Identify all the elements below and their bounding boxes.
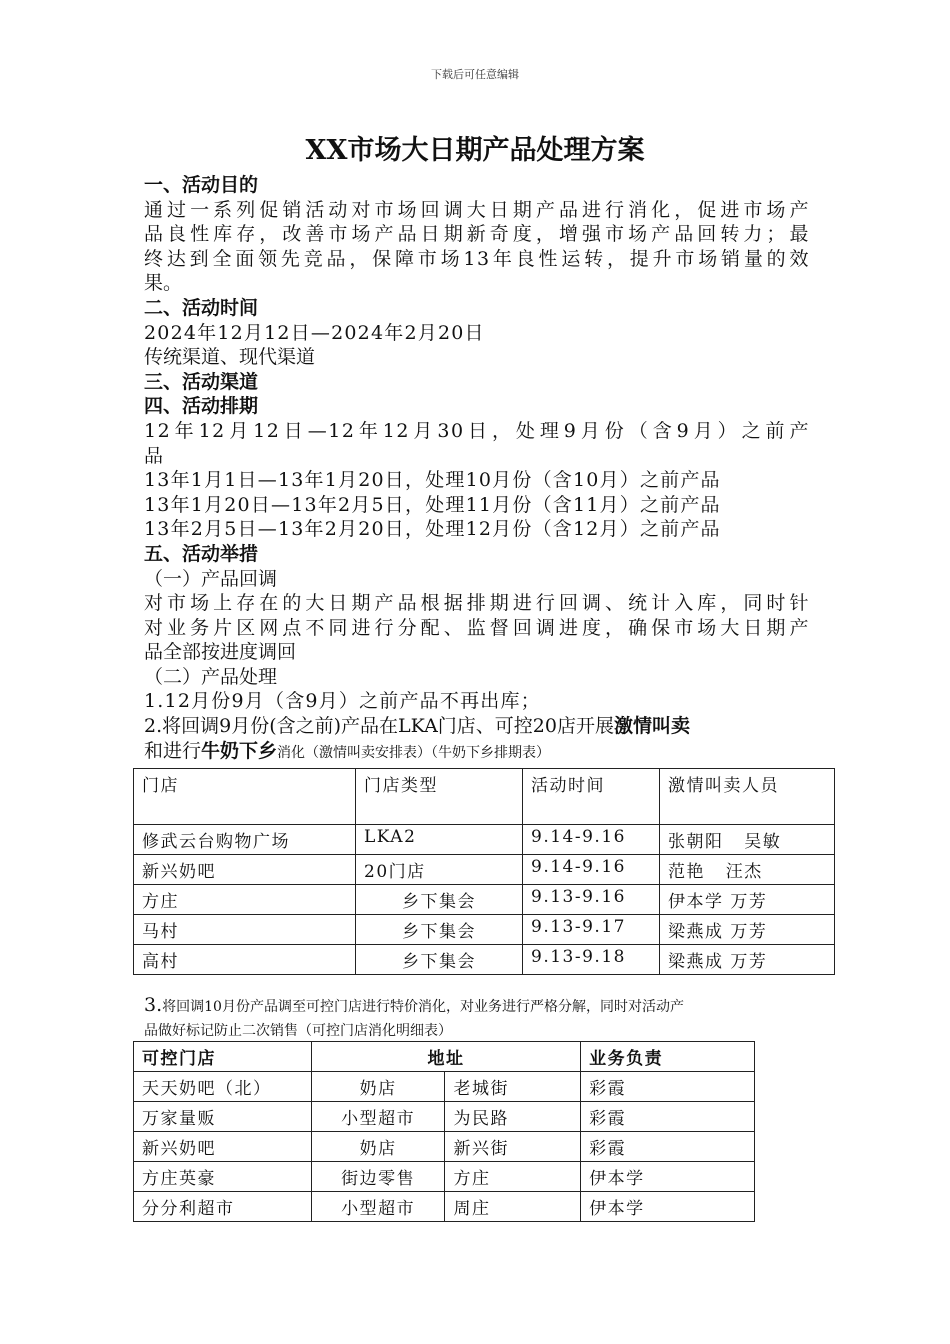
table-row <box>134 915 835 945</box>
table-cell: 修武云台购物广场 <box>134 825 356 855</box>
table-cell: 范艳 汪杰 <box>660 855 835 885</box>
item2-bold-text: 牛奶下乡 <box>201 739 278 762</box>
schedule-line: 13年1月20日—13年2月5日，处理11月份（含11月）之前产品 <box>144 493 721 516</box>
table-header-cell: 地址 <box>311 1042 580 1072</box>
table-cell: 街边零售 <box>311 1162 445 1192</box>
table-cell: 9.14-9.16 <box>523 825 660 855</box>
table-cell: 彩霞 <box>581 1102 755 1132</box>
activity-channels: 传统渠道、现代渠道 <box>144 346 316 369</box>
table-row <box>134 1132 755 1162</box>
table-cell: 20门店 <box>356 855 523 885</box>
subheading-recall: （一）产品回调 <box>144 567 278 590</box>
table-row <box>134 945 835 975</box>
table-header-cell: 业务负责 <box>581 1042 755 1072</box>
section-heading-channels: 三、活动渠道 <box>144 370 259 393</box>
section-heading-time: 二、活动时间 <box>144 296 259 319</box>
table-cell: 方庄 <box>445 1162 581 1192</box>
item3-text: 将回调10月份产品调至可控门店进行特价消化，对业务进行严格分解，同时对活动产 <box>162 999 684 1015</box>
table-cell: 分分利超市 <box>134 1192 312 1222</box>
item3-number: 3. <box>144 994 163 1016</box>
document-title: XX市场大日期产品处理方案 <box>305 135 645 166</box>
table-row <box>134 855 835 885</box>
table-cell: 梁燕成 万芳 <box>660 915 835 945</box>
table-header-row <box>134 1042 755 1072</box>
table-cell: LKA2 <box>356 825 523 855</box>
item2-text: 2.将回调9月份(含之前)产品在LKA门店、可控20店开展 <box>144 715 614 738</box>
table-cell: 周庄 <box>445 1192 581 1222</box>
table-row <box>134 1102 755 1132</box>
table-cell: 9.13-9.17 <box>523 915 660 945</box>
table-header-cell: 门店类型 <box>356 769 523 825</box>
table-row <box>134 885 835 915</box>
table-row <box>134 825 835 855</box>
table-cell: 小型超市 <box>311 1102 445 1132</box>
table-cell: 小型超市 <box>311 1192 445 1222</box>
table-header-row <box>134 769 835 825</box>
purpose-line: 终达到全面领先竞品，保障市场13年良性运转，提升市场销量的效 <box>144 247 810 270</box>
table-cell: 彩霞 <box>581 1072 755 1102</box>
table-cell: 为民路 <box>445 1102 581 1132</box>
table-cell: 马村 <box>134 915 356 945</box>
processing-item-3 <box>144 993 814 1043</box>
table-cell: 伊本学 <box>581 1162 755 1192</box>
table-header-cell: 可控门店 <box>134 1042 312 1072</box>
table-row <box>134 1192 755 1222</box>
activity-time: 2024年12月12日—2024年2月20日 <box>144 321 485 344</box>
recall-line: 品全部按进度调回 <box>144 641 297 664</box>
processing-item-2 <box>144 714 810 739</box>
table-cell: 高村 <box>134 945 356 975</box>
section-heading-purpose: 一、活动目的 <box>144 174 259 196</box>
table-cell: 伊本学 <box>581 1192 755 1222</box>
processing-item-1: 1.12月份9月（含9月）之前产品不再出库； <box>144 690 541 713</box>
recall-line: 对业务片区网点不同进行分配、监督回调进度，确保市场大日期产 <box>144 616 810 639</box>
page-header: 下载后可任意编辑 <box>431 68 519 81</box>
table-cell: 方庄英豪 <box>134 1162 312 1192</box>
table-cell: 万家量贩 <box>134 1102 312 1132</box>
table-header-cell: 激情叫卖人员 <box>660 769 835 825</box>
table-cell: 9.13-9.18 <box>523 945 660 975</box>
purpose-line: 通过一系列促销活动对市场回调大日期产品进行消化，促进市场产 <box>144 198 810 221</box>
item2-bold-text: 激情叫卖 <box>613 715 690 738</box>
schedule-line: 12年12月12日—12年12月30日，处理9月份（含9月）之前产 <box>144 419 810 442</box>
table-header-cell: 门店 <box>134 769 356 825</box>
purpose-line: 果。 <box>144 272 183 295</box>
item3-text-cont: 品做好标记防止二次销售（可控门店消化明细表） <box>144 1023 452 1039</box>
schedule-line: 13年2月5日—13年2月20日，处理12月份（含12月）之前产品 <box>144 518 721 541</box>
document-body <box>144 173 810 765</box>
table-cell: 伊本学 万芳 <box>660 885 835 915</box>
table-cell: 乡下集会 <box>356 885 523 915</box>
section-heading-schedule: 四、活动排期 <box>144 395 259 418</box>
purpose-line: 品良性库存，改善市场产品日期新奇度，增强市场产品回转力；最 <box>144 223 810 246</box>
table-cell: 9.14-9.16 <box>523 855 660 885</box>
table-header-cell: 活动时间 <box>523 769 660 825</box>
table-cell: 乡下集会 <box>356 945 523 975</box>
table-cell: 乡下集会 <box>356 915 523 945</box>
processing-item-2-cont <box>144 739 810 766</box>
table-cell: 新兴奶吧 <box>134 1132 312 1162</box>
schedule-line: 品 <box>144 444 164 467</box>
table-cell: 彩霞 <box>581 1132 755 1162</box>
table-cell: 9.13-9.16 <box>523 885 660 915</box>
table-cell: 张朝阳 吴敏 <box>660 825 835 855</box>
schedule-line: 13年1月1日—13年1月20日，处理10月份（含10月）之前产品 <box>144 469 721 492</box>
item2-text: 和进行 <box>144 739 202 762</box>
table-cell: 奶店 <box>311 1132 445 1162</box>
table-row <box>134 1072 755 1102</box>
subheading-processing: （二）产品处理 <box>144 665 278 688</box>
table-cell: 天天奶吧（北） <box>134 1072 312 1102</box>
section-heading-measures: 五、活动举措 <box>144 542 259 565</box>
table-cell: 新兴街 <box>445 1132 581 1162</box>
table-cell: 新兴奶吧 <box>134 855 356 885</box>
promotion-schedule-table <box>133 768 835 975</box>
item2-small-text: 消化（激情叫卖安排表）（牛奶下乡排期表） <box>277 744 551 761</box>
table-cell: 梁燕成 万芳 <box>660 945 835 975</box>
controlled-store-table <box>133 1041 755 1222</box>
table-cell: 奶店 <box>311 1072 445 1102</box>
table-cell: 方庄 <box>134 885 356 915</box>
recall-line: 对市场上存在的大日期产品根据排期进行回调、统计入库，同时针 <box>144 592 810 615</box>
table-cell: 老城街 <box>445 1072 581 1102</box>
table-row <box>134 1162 755 1192</box>
